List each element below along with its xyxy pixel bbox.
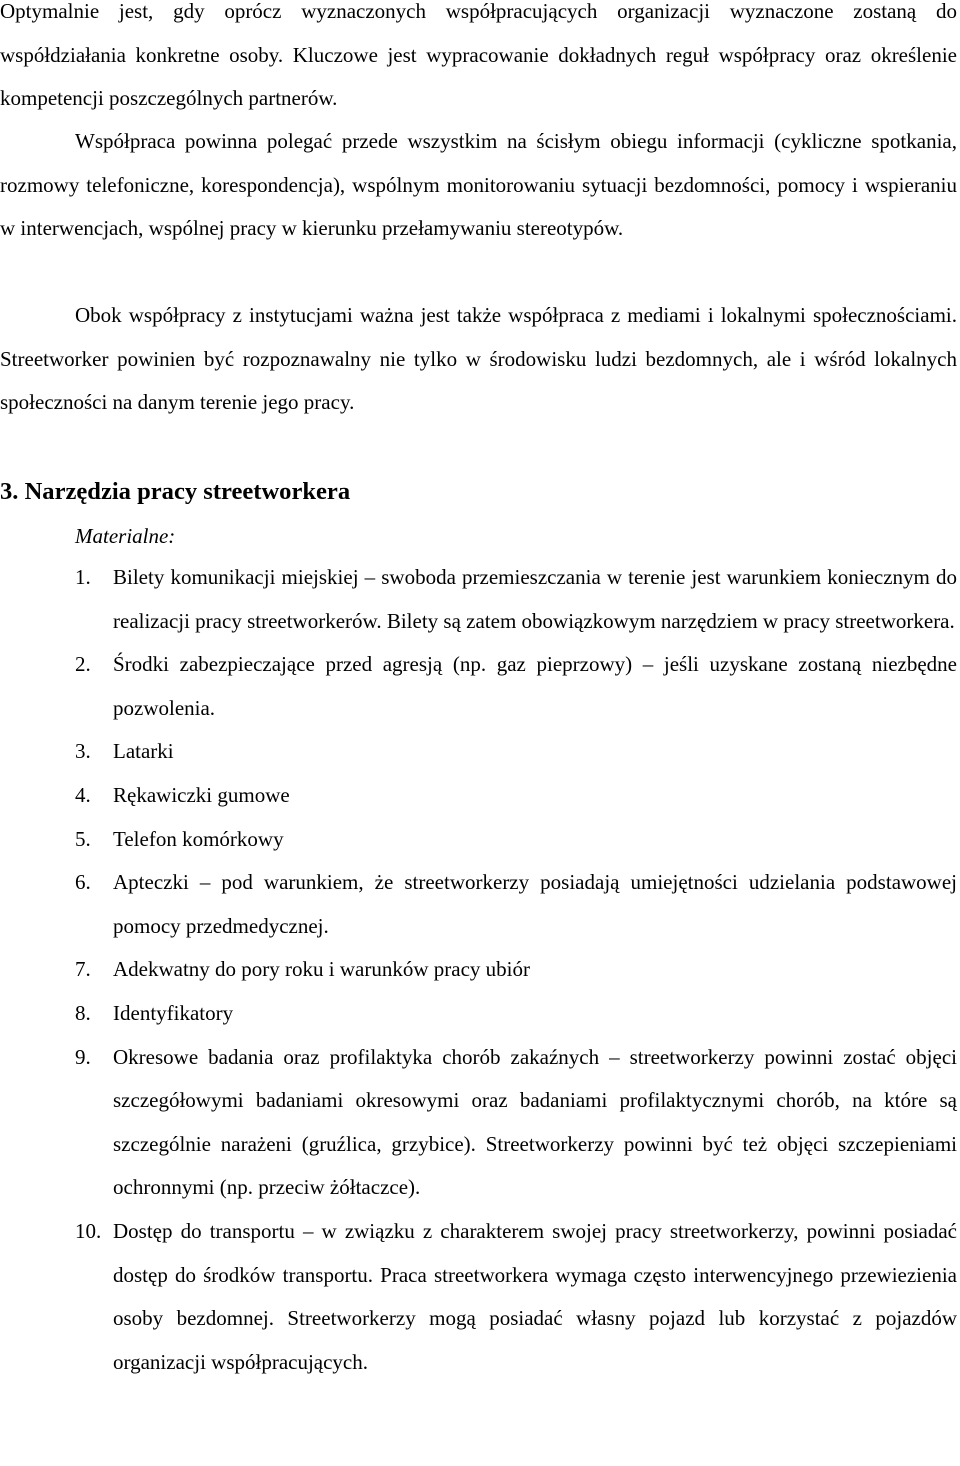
paragraph-media-cooperation: Obok współpracy z instytucjami ważna jest także współpraca z mediami i lokalnymi społecznościami. Streetworker powinien być rozpoznawalny nie tylko w środowisku ludzi bezdomnych, ale i wśród lokalnych społeczności na danym terenie jego pracy. (0, 303, 957, 415)
list-item-text: Dostęp do transportu – w związku z charakterem swojej pracy streetworkerzy, powinni posiadać dostęp do środków transportu. Praca streetworkera wymaga często interwencyjnego przewiezienia osoby bezdomnej. Streetworkerzy mogą posiadać własny pojazd lub korzystać z pojazdów organizacji współpracujących. (113, 1218, 957, 1374)
paragraph-cooperation-partners: Optymalnie jest, gdy oprócz wyznaczonych współpracujących organizacji wyznaczone zostaną do współdziałania konkretne osoby. Kluczowe jest wypracowanie dokładnych reguł współpracy oraz określenie kompetencji poszczególnych partnerów. (0, 0, 957, 111)
list-item-text: Okresowe badania oraz profilaktyka chorób zakaźnych – streetworkerzy powinni zostać objęci szczegółowymi badaniami okresowymi oraz badaniami profilaktycznymi chorób, na które są szczególnie narażeni (gruźlica, grzybice). Streetworkerzy powinni być też objęci szczepieniami ochronnymi (np. przeciw żółtaczce). (113, 1044, 957, 1200)
list-item-text: Bilety komunikacji miejskiej – swoboda przemieszczania w terenie jest warunkiem koniecznym do realizacji pracy streetworkerów. Bilety są zatem obowiązkowym narzędziem w pracy streetworkera. (113, 565, 957, 633)
list-item (0, 556, 957, 643)
list-item-number: 2. (75, 652, 91, 677)
list-item (0, 948, 957, 992)
list-item (0, 1210, 957, 1384)
list-item (0, 774, 957, 818)
list-item-text: Rękawiczki gumowe (113, 782, 290, 807)
list-item-text: Telefon komórkowy (113, 826, 284, 851)
list-item-text: Latarki (113, 739, 174, 764)
subheading-material: Materialne: (75, 524, 176, 548)
list-item-text: Identyfikatory (113, 1000, 234, 1025)
list-item (0, 643, 957, 730)
list-item-number: 3. (75, 739, 91, 764)
list-item-text: Środki zabezpieczające przed agresją (np. gaz pieprzowy) – jeśli uzyskane zostaną niezbędne pozwolenia. (113, 652, 957, 720)
list-item (0, 730, 957, 774)
list-item-text: Apteczki – pod warunkiem, że streetworkerzy posiadają umiejętności udzielania podstawowej pomocy przedmedycznej. (113, 870, 957, 938)
tools-list (0, 556, 957, 1384)
list-item-number: 10. (75, 1218, 102, 1243)
section-heading: 3. Narzędzia pracy streetworkera (0, 478, 351, 505)
list-item-number: 9. (75, 1044, 91, 1069)
list-item-number: 8. (75, 1000, 91, 1025)
list-item-number: 6. (75, 870, 91, 895)
list-item-text: Adekwatny do pory roku i warunków pracy ubiór (113, 957, 530, 982)
list-item-number: 4. (75, 782, 91, 807)
list-item (0, 992, 957, 1036)
list-item (0, 1036, 957, 1210)
list-item (0, 818, 957, 862)
list-item-number: 7. (75, 957, 91, 982)
list-item (0, 861, 957, 948)
paragraph-cooperation-scope: Współpraca powinna polegać przede wszystkim na ścisłym obiegu informacji (cykliczne spotkania, rozmowy telefoniczne, korespondencja), wspólnym monitorowaniu sytuacji bezdomności, pomocy i wspieraniu w interwencjach, wspólnej pracy w kierunku przełamywaniu stereotypów. (0, 129, 957, 241)
list-item-number: 5. (75, 826, 91, 851)
list-item-number: 1. (75, 565, 91, 589)
